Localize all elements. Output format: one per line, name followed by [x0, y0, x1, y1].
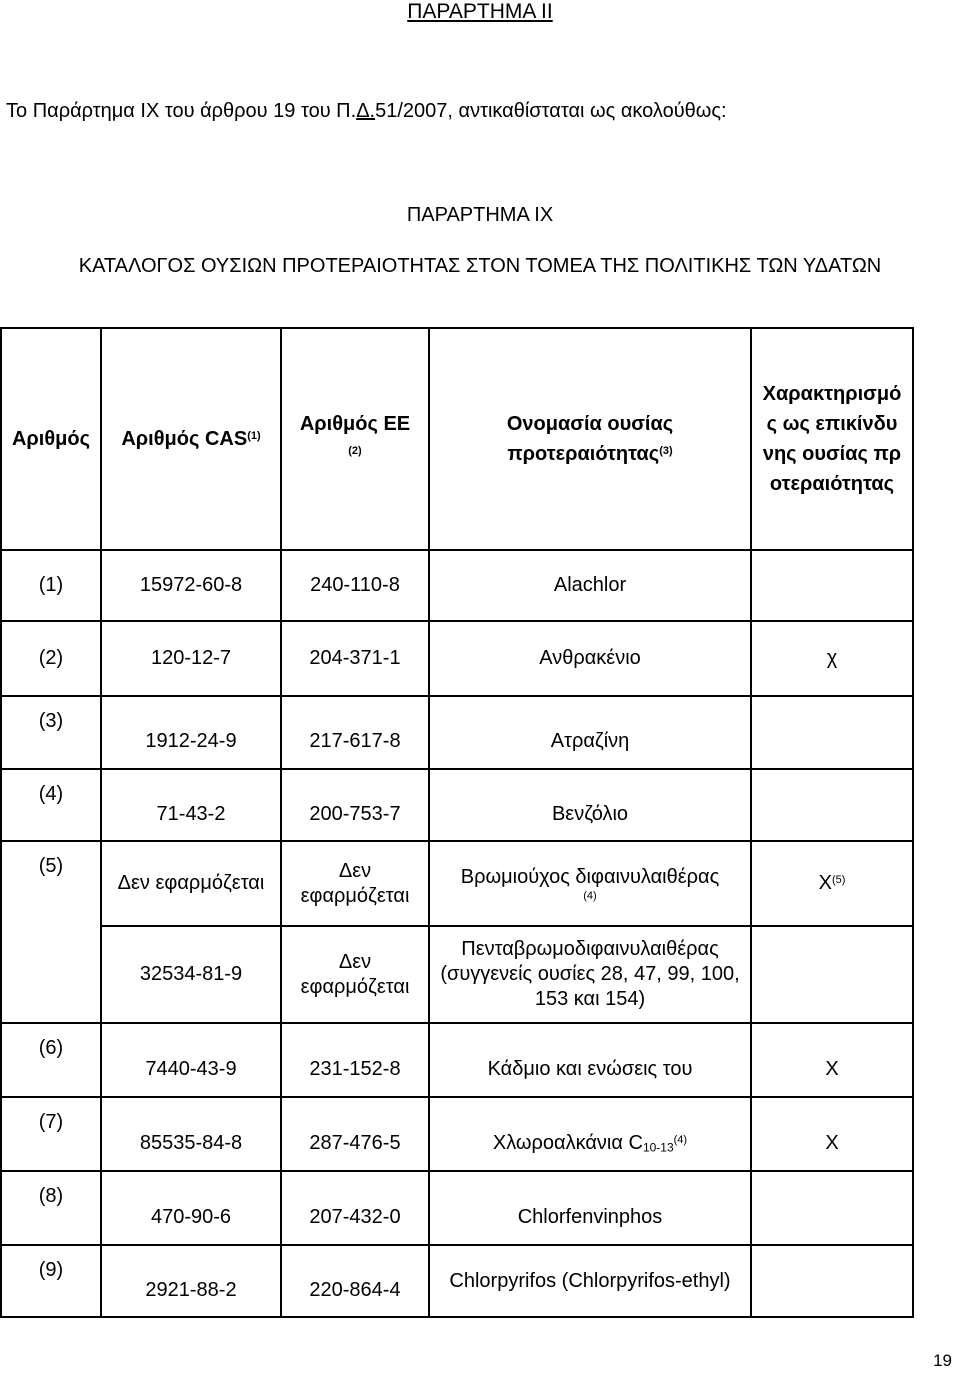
row-number: (2) [1, 621, 101, 696]
substance-name: Πενταβρωμοδιφαινυλαιθέρας (συγγενείς ουσίες 28, 47, 99, 100, 153 και 154) [429, 926, 751, 1023]
table-row [1, 1097, 913, 1171]
intro-decree-link[interactable]: Δ. [356, 100, 376, 122]
intro-paragraph [6, 99, 727, 123]
header-hazard: Χαρακτηρισμός ως επικίνδυνης ουσίας προτεραιότητας [751, 328, 913, 550]
row-number: (9) [1, 1245, 101, 1317]
ec-number: 204-371-1 [281, 621, 429, 696]
hazard-mark [751, 1245, 913, 1317]
ec-number: 220-864-4 [281, 1245, 429, 1317]
hazard-mark: χ [751, 621, 913, 696]
cas-number: Δεν εφαρμόζεται [101, 841, 281, 926]
row-number: (7) [1, 1097, 101, 1171]
row-number: (3) [1, 696, 101, 769]
header-number: Αριθμός [1, 328, 101, 550]
substance-name: Alachlor [429, 550, 751, 621]
table-row [1, 621, 913, 696]
table-row [1, 550, 913, 621]
cas-number: 32534-81-9 [101, 926, 281, 1023]
row-number: (1) [1, 550, 101, 621]
hazard-mark: Χ [751, 1023, 913, 1097]
substance-name: Κάδμιο και ενώσεις του [429, 1023, 751, 1097]
cas-number: 7440-43-9 [101, 1023, 281, 1097]
ec-number: 287-476-5 [281, 1097, 429, 1171]
hazard-mark: $X^{(5)}$ [751, 841, 913, 926]
intro-text-start: Το Παράρτημα ΙΧ του άρθρου 19 του Π. [6, 100, 357, 122]
substance-name: Χλωροαλκάνια $C_{10-13}^{(4)}$ [429, 1097, 751, 1171]
ec-number: 200-753-7 [281, 769, 429, 841]
header-ec: Αριθμός ΕΕ $^{(2)}$ [281, 328, 429, 550]
ec-number: Δεν εφαρμόζεται [281, 926, 429, 1023]
substance-name: Βρωμιούχος διφαινυλαιθέρας (4) [429, 841, 751, 926]
substance-name: Βενζόλιο [429, 769, 751, 841]
header-cas: Αριθμός CAS$^{(1)}$ [101, 328, 281, 550]
table-row [1, 926, 913, 1023]
table-header-row [1, 328, 913, 550]
hazard-mark [751, 926, 913, 1023]
substance-name: Chlorpyrifos (Chlorpyrifos-ethyl) [429, 1245, 751, 1317]
annex-title: ΠΑΡΑΡΤΗΜΑ ΙΙ [407, 0, 553, 23]
hazard-mark [751, 769, 913, 841]
table-row [1, 1023, 913, 1097]
cas-number: 2921-88-2 [101, 1245, 281, 1317]
table-row [1, 841, 913, 926]
header-name: Ονομασία ουσίας προτεραιότητας$^{(3)}$ [429, 328, 751, 550]
cas-number: 120-12-7 [101, 621, 281, 696]
ec-number: 231-152-8 [281, 1023, 429, 1097]
row-number: (4) [1, 769, 101, 841]
hazard-mark [751, 696, 913, 769]
row-number: (8) [1, 1171, 101, 1245]
ec-number: Δεν εφαρμόζεται [281, 841, 429, 926]
page-number: 19 [933, 1351, 952, 1370]
row-number: (5) [1, 841, 101, 1023]
annex-ix-title: ΠΑΡΑΡΤΗΜΑ ΙΧ [406, 204, 554, 226]
table-row [1, 769, 913, 841]
hazard-mark [751, 1171, 913, 1245]
substance-name: Ατραζίνη [429, 696, 751, 769]
hazard-mark [751, 550, 913, 621]
table-row [1, 696, 913, 769]
row-number: (6) [1, 1023, 101, 1097]
substance-name: Ανθρακένιο [429, 621, 751, 696]
hazard-mark: Χ [751, 1097, 913, 1171]
cas-number: 85535-84-8 [101, 1097, 281, 1171]
ec-number: 217-617-8 [281, 696, 429, 769]
ec-number: 240-110-8 [281, 550, 429, 621]
priority-substances-table [0, 327, 914, 1318]
table-row [1, 1171, 913, 1245]
substance-name: Chlorfenvinphos [429, 1171, 751, 1245]
cas-number: 71-43-2 [101, 769, 281, 841]
cas-number: 15972-60-8 [101, 550, 281, 621]
cas-number: 470-90-6 [101, 1171, 281, 1245]
cas-number: 1912-24-9 [101, 696, 281, 769]
table-row [1, 1245, 913, 1317]
priority-list-title: ΚΑΤΑΛΟΓΟΣ ΟΥΣΙΩΝ ΠΡΟΤΕΡΑΙΟΤΗΤΑΣ ΣΤΟΝ ΤΟΜΕΑ ΤΗΣ ΠΟΛΙΤΙΚΗΣ ΤΩΝ ΥΔΑΤΩΝ [78, 255, 882, 277]
ec-number: 207-432-0 [281, 1171, 429, 1245]
intro-text-end: 51/2007, αντικαθίσταται ως ακολούθως: [375, 100, 727, 122]
